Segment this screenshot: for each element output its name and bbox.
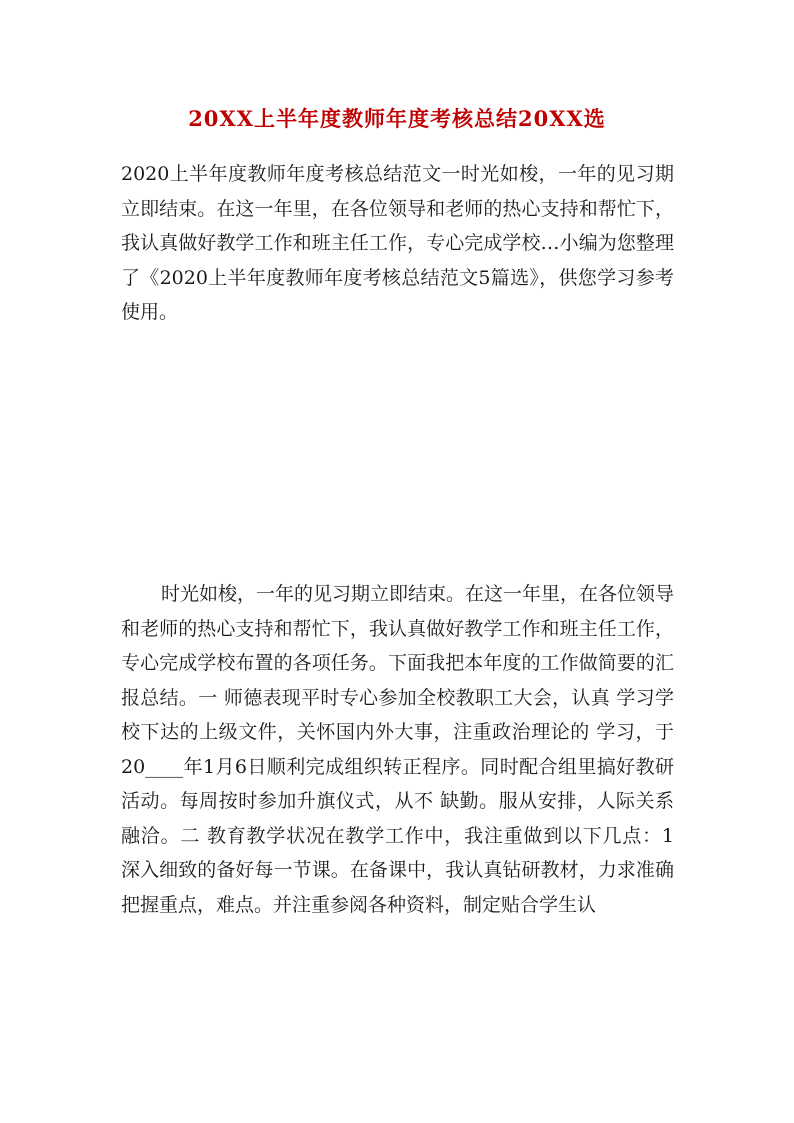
document-title: 20XX上半年度教师年度考核总结20XX选	[188, 106, 606, 131]
intro-paragraph: 2020上半年度教师年度考核总结范文一时光如梭，一年的见习期立即结束。在这一年里，在各位领导和老师的热心支持和帮忙下，我认真做好教学工作和班主任工作，专心完成学校…小编为您整理了《2020上半年度教师年度考核总结范文5篇选》，供您学习参考使用。	[121, 163, 674, 323]
body-paragraph: 时光如梭，一年的见习期立即结束。在这一年里，在各位领导和老师的热心支持和帮忙下，我认真做好教学工作和班主任工作，专心完成学校布置的各项任务。下面我把本年度的工作做简要的汇报总结。一 师德表现平时专心参加全校教职工大会，认真 学习学校下达的上级文件，关怀国内外大事，注重政治理论的 学习，于20____年1月6日顺利完成组织转正程序。同时配合组里搞好教研活动。每周按时参加升旗仪式，从不 缺勤。服从安排，人际关系融洽。二 教育教学状况在教学工作中，我注重做到以下几点：1 深入细致的备好每一节课。在备课中，我认真钻研教材，力求准确把握重点，难点。并注重参阅各种资料，制定贴合学生认	[121, 583, 675, 916]
